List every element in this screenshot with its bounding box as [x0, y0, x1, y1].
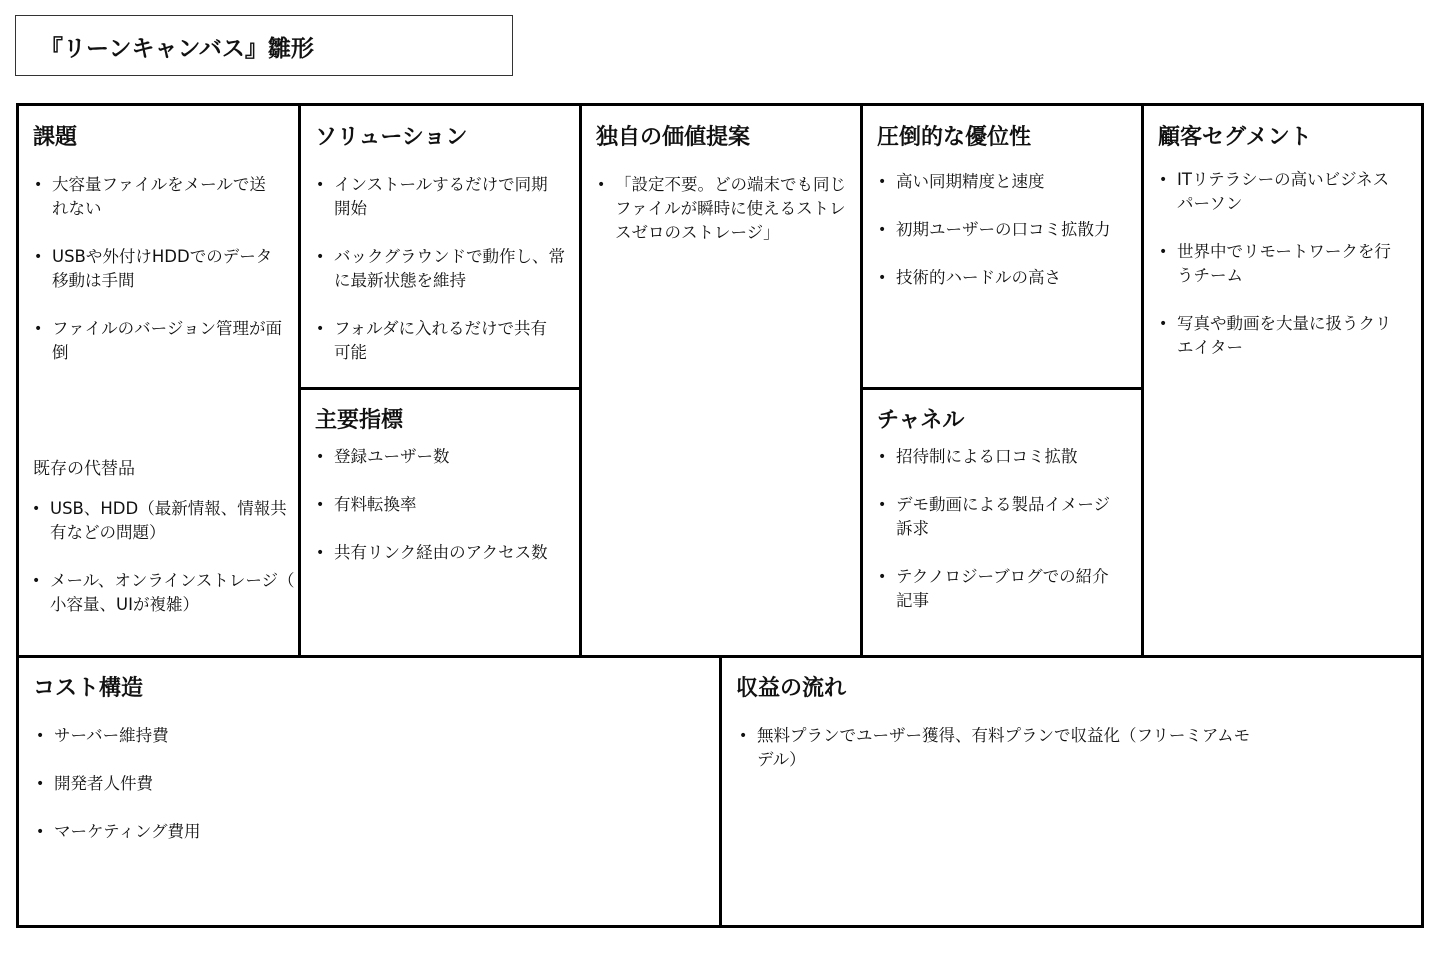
list-item: • 無料プランでユーザー獲得、有料プランで収益化（フリーミアムモ デル）	[738, 724, 1250, 772]
revenue-streams-list	[738, 724, 1250, 796]
title-box	[15, 15, 513, 76]
list-item: • マーケティング費用	[35, 820, 201, 844]
list-item: • 高い同期精度と速度	[877, 170, 1111, 194]
customer-segments-cell	[1144, 106, 1421, 655]
alternatives-heading: 既存の代替品	[33, 459, 135, 479]
alternatives-list	[31, 497, 295, 641]
list-item: • 登録ユーザー数	[315, 445, 548, 469]
uvp-list	[596, 173, 846, 269]
list-item: • 大容量ファイルをメールで送 れない	[33, 173, 282, 221]
cost-structure-cell	[19, 658, 719, 925]
lean-canvas	[16, 103, 1424, 928]
list-item: • ファイルのバージョン管理が面 倒	[33, 317, 282, 365]
unfair-advantage-heading: 圧倒的な優位性	[877, 125, 1032, 150]
problem-cell	[19, 106, 298, 655]
list-item: • インストールするだけで同期 開始	[315, 173, 565, 221]
list-item: • デモ動画による製品イメージ 訴求	[877, 493, 1110, 541]
revenue-streams-heading: 収益の流れ	[736, 676, 847, 701]
cost-structure-list	[35, 724, 201, 868]
solution-list	[315, 173, 565, 389]
channels-list	[877, 445, 1110, 637]
unfair-advantage-list	[877, 170, 1111, 314]
list-item: • 招待制による口コミ拡散	[877, 445, 1110, 469]
list-item: • 技術的ハードルの高さ	[877, 266, 1111, 290]
cost-structure-heading: コスト構造	[33, 676, 144, 701]
list-item: • サーバー維持費	[35, 724, 201, 748]
problem-heading: 課題	[33, 125, 78, 150]
list-item: • 開発者人件費	[35, 772, 201, 796]
list-item: • 初期ユーザーの口コミ拡散力	[877, 218, 1111, 242]
channels-cell	[863, 390, 1141, 655]
page-title: 『リーンキャンバス』雛形	[40, 36, 314, 62]
key-metrics-heading: 主要指標	[315, 408, 404, 433]
unfair-advantage-cell	[863, 106, 1141, 387]
list-item: • 世界中でリモートワークを行 うチーム	[1158, 240, 1392, 288]
problem-list	[33, 173, 282, 389]
revenue-streams-cell	[722, 658, 1421, 925]
solution-heading: ソリューション	[315, 125, 468, 150]
key-metrics-list	[315, 445, 548, 589]
list-item: • 有料転換率	[315, 493, 548, 517]
channels-heading: チャネル	[877, 408, 965, 433]
list-item: • バックグラウンドで動作し、常 に最新状態を維持	[315, 245, 565, 293]
list-item: • 共有リンク経由のアクセス数	[315, 541, 548, 565]
customer-segments-list	[1158, 168, 1392, 384]
customer-segments-heading: 顧客セグメント	[1158, 125, 1312, 150]
key-metrics-cell	[301, 390, 579, 655]
list-item: • 写真や動画を大量に扱うクリ エイター	[1158, 312, 1392, 360]
list-item: • フォルダに入れるだけで共有 可能	[315, 317, 565, 365]
uvp-heading: 独自の価値提案	[596, 125, 751, 150]
list-item: • ITリテラシーの高いビジネス パーソン	[1158, 168, 1392, 216]
list-item: • テクノロジーブログでの紹介 記事	[877, 565, 1110, 613]
list-item: • USBや外付けHDDでのデータ 移動は手間	[33, 245, 282, 293]
list-item: • 「設定不要。どの端末でも同じ ファイルが瞬時に使えるストレ スゼロのストレージ」	[596, 173, 846, 245]
list-item: • USB、HDD（最新情報、情報共 有などの問題）	[31, 497, 295, 545]
list-item: • メール、オンラインストレージ（ 小容量、UIが複雑）	[31, 569, 295, 617]
solution-cell	[301, 106, 579, 387]
uvp-cell	[582, 106, 860, 655]
